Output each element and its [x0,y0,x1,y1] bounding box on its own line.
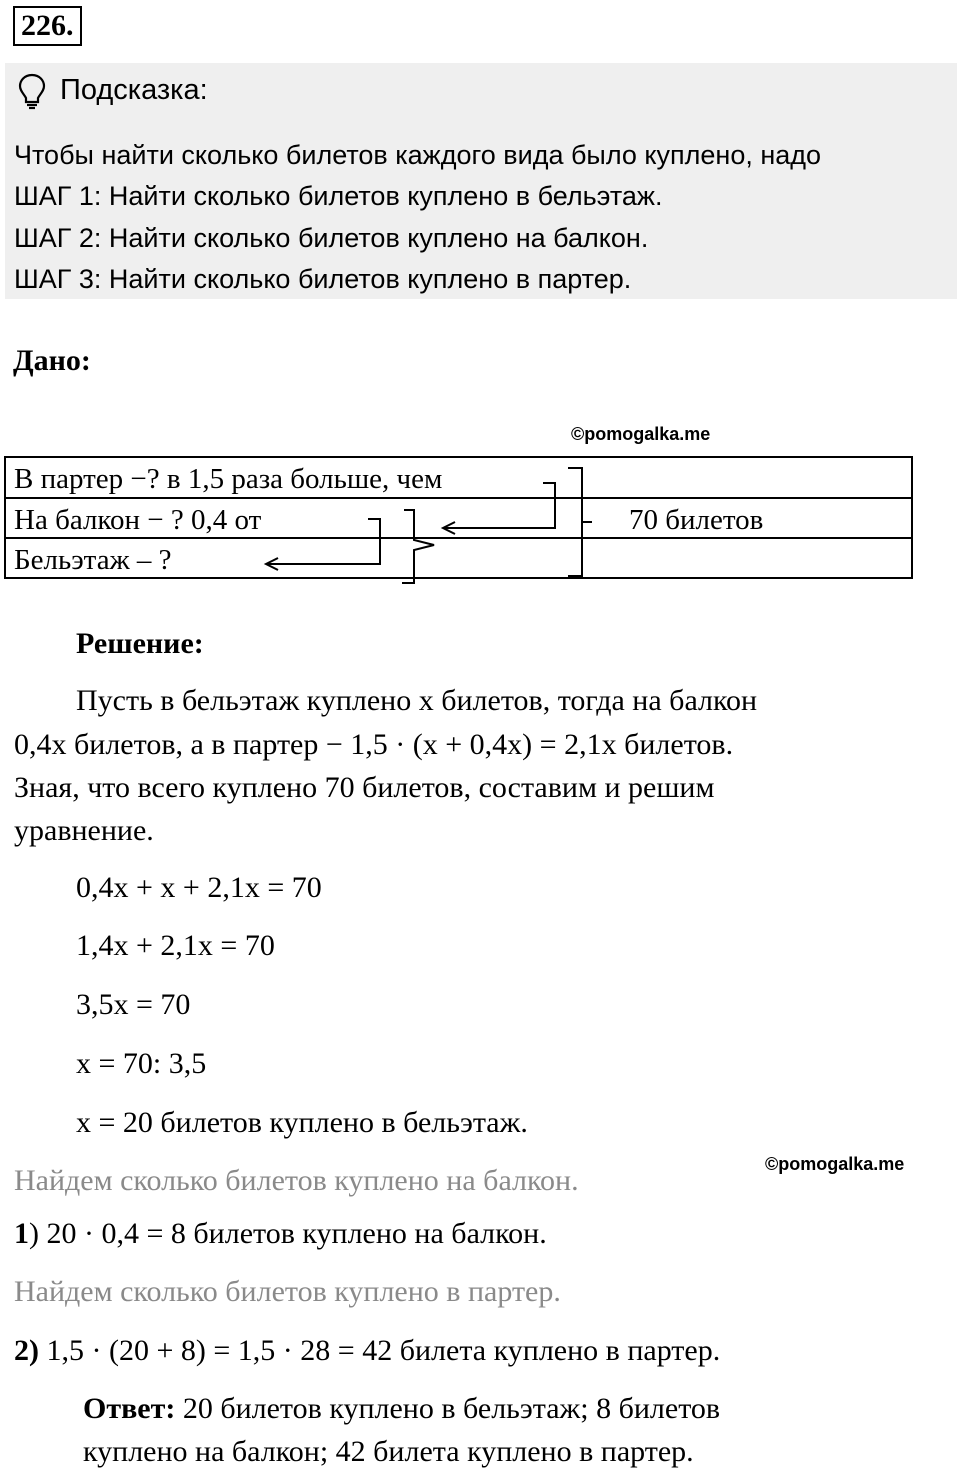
step-number: 1 [14,1217,29,1250]
table-row-parterre: В партер −? в 1,5 раза больше, чем [14,463,443,495]
hint-step-label: ШАГ 1: [14,181,102,211]
relation-arrows [0,440,960,600]
answer-line-1 [83,1391,720,1427]
watermark: ©pomogalka.me [571,424,711,444]
solution-step-2 [14,1333,720,1369]
equation: x = 70: 3,5 [76,1047,207,1080]
answer-label: Ответ: [83,1392,176,1425]
step-text: 1,5 · (20 + 8) = 1,5 · 28 = 42 билета куплено в партер. [39,1334,721,1367]
watermark: ©pomogalka.me [765,1154,905,1174]
hint-step-3 [14,263,631,295]
lightbulb-icon [16,72,48,110]
hint-intro: Чтобы найти сколько билетов каждого вида было куплено, надо [14,140,822,170]
table-row-balcony: На балкон − ? 0,4 от [14,504,262,536]
hint-step-2 [14,222,648,254]
find-parterre-note: Найдем сколько билетов куплено в партер. [14,1275,561,1308]
equation: 1,4x + 2,1x = 70 [76,929,275,962]
solution-text-line: Зная, что всего куплено 70 билетов, составим и решим [14,771,715,804]
equation: 0,4x + x + 2,1x = 70 [76,871,322,904]
equation: x = 20 билетов куплено в бельэтаж. [76,1106,528,1139]
given-title: Дано: [13,344,91,377]
solution-text-line: уравнение. [14,814,154,847]
equation: 3,5x = 70 [76,988,191,1021]
solution-text-line: 0,4x билетов, а в партер − 1,5 · (x + 0,4x) = 2,1x билетов. [14,728,734,761]
hint-step-label: ШАГ 2: [14,223,102,253]
solution-step-1 [14,1216,547,1252]
hint-title: Подсказка: [60,74,208,106]
hint-step-text: Найти сколько билетов куплено в бельэтаж. [101,181,663,211]
hint-step-text: Найти сколько билетов куплено в партер. [101,264,632,294]
table-row-beletage: Бельэтаж – ? [14,544,172,576]
table-total: 70 билетов [629,504,764,536]
hint-step-label: ШАГ 3: [14,264,102,294]
solution-text-line: Пусть в бельэтаж куплено x билетов, тогда на балкон [76,684,758,717]
hint-step-1 [14,180,663,212]
answer-line-2: куплено на балкон; 42 билета куплено в партер. [83,1435,694,1468]
find-balcony-note: Найдем сколько билетов куплено на балкон. [14,1164,579,1197]
answer-text: 20 билетов куплено в бельэтаж; 8 билетов [175,1392,721,1425]
step-number: 2) [14,1334,39,1367]
solution-title: Решение: [76,627,204,660]
task-number: 226. [13,6,82,46]
hint-step-text: Найти сколько билетов куплено на балкон. [101,223,649,253]
step-text: ) 20 · 0,4 = 8 билетов куплено на балкон. [29,1217,547,1250]
